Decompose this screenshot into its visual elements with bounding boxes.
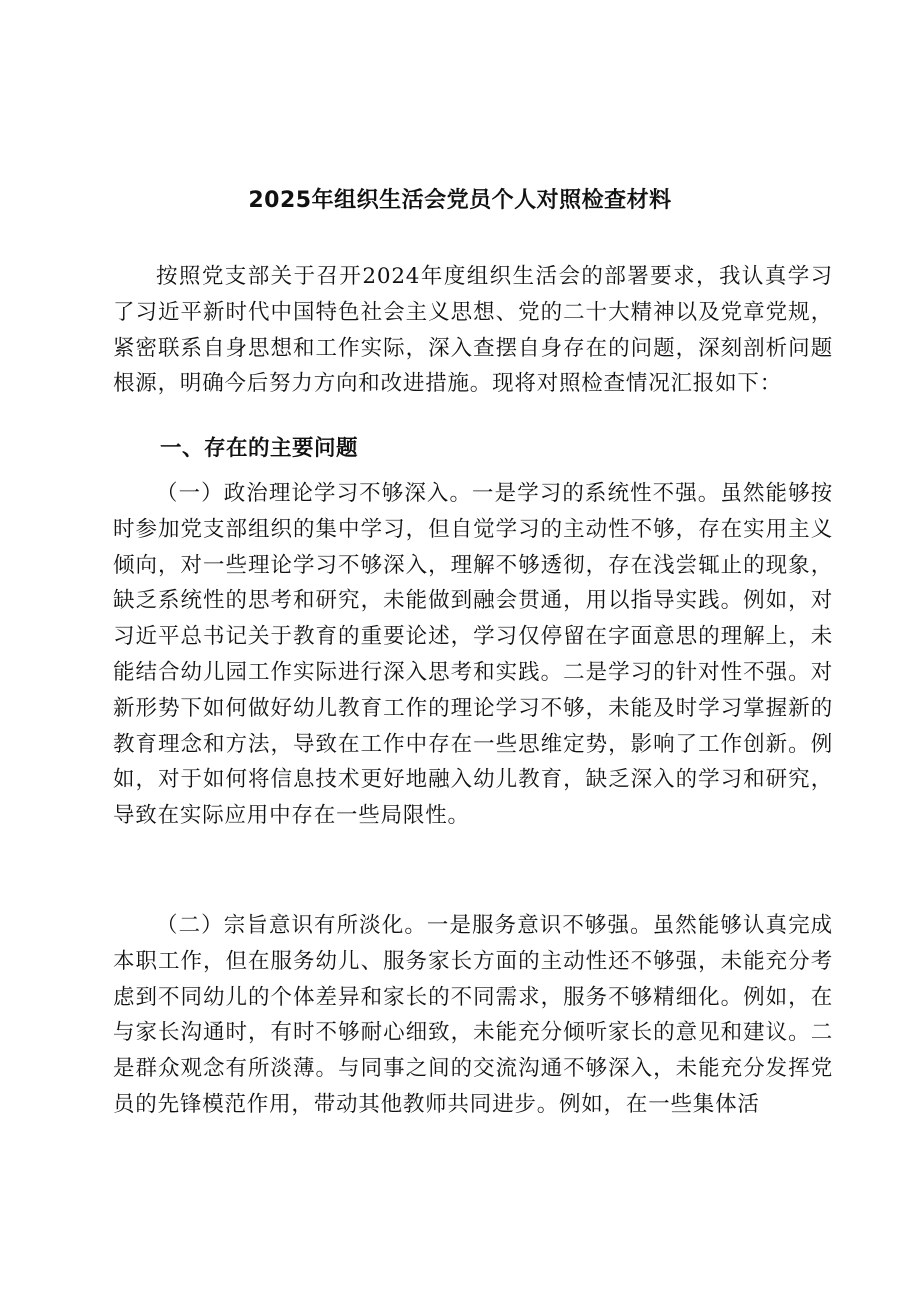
paragraph-purpose-awareness: （二）宗旨意识有所淡化。一是服务意识不够强。虽然能够认真完成本职工作，但在服务幼儿、服务家长方面的主动性还不够强，未能充分考虑到不同幼儿的个体差异和家长的不同需求，服务不够精细化。例如，在与家长沟通时，有时不够耐心细致，未能充分倾听家长的意见和建议。二是群众观念有所淡薄。与同事之间的交流沟通不够深入，未能充分发挥党员的先锋模范作用，带动其他教师共同进步。例如，在一些集体活 [113,913,833,1117]
paragraph-political-theory: （一）政治理论学习不够深入。一是学习的系统性不强。虽然能够按时参加党支部组织的集中学习，但自觉学习的主动性不够，存在实用主义倾向，对一些理论学习不够深入，理解不够透彻，存在浅尝辄止的现象，缺乏系统性的思考和研究，未能做到融会贯通，用以指导实践。例如，对习近平总书记关于教育的重要论述，学习仅停留在字面意思的理解上，未能结合幼儿园工作实际进行深入思考和实践。二是学习的针对性不强。对新形势下如何做好幼儿教育工作的理论学习不够，未能及时学习掌握新的教育理念和方法，导致在工作中存在一些思维定势，影响了工作创新。例如，对于如何将信息技术更好地融入幼儿教育，缺乏深入的学习和研究，导致在实际应用中存在一些局限性。 [113,481,833,829]
intro-paragraph: 按照党支部关于召开2024年度组织生活会的部署要求，我认真学习了习近平新时代中国特色社会主义思想、党的二十大精神以及党章党规，紧密联系自身思想和工作实际，深入查摆自身存在的问题，深刻剖析问题根源，明确今后努力方向和改进措施。现将对照检查情况汇报如下： [113,264,833,397]
document-title: 2025年组织生活会党员个人对照检查材料 [248,187,672,213]
section-heading-problems: 一、存在的主要问题 [160,436,359,461]
